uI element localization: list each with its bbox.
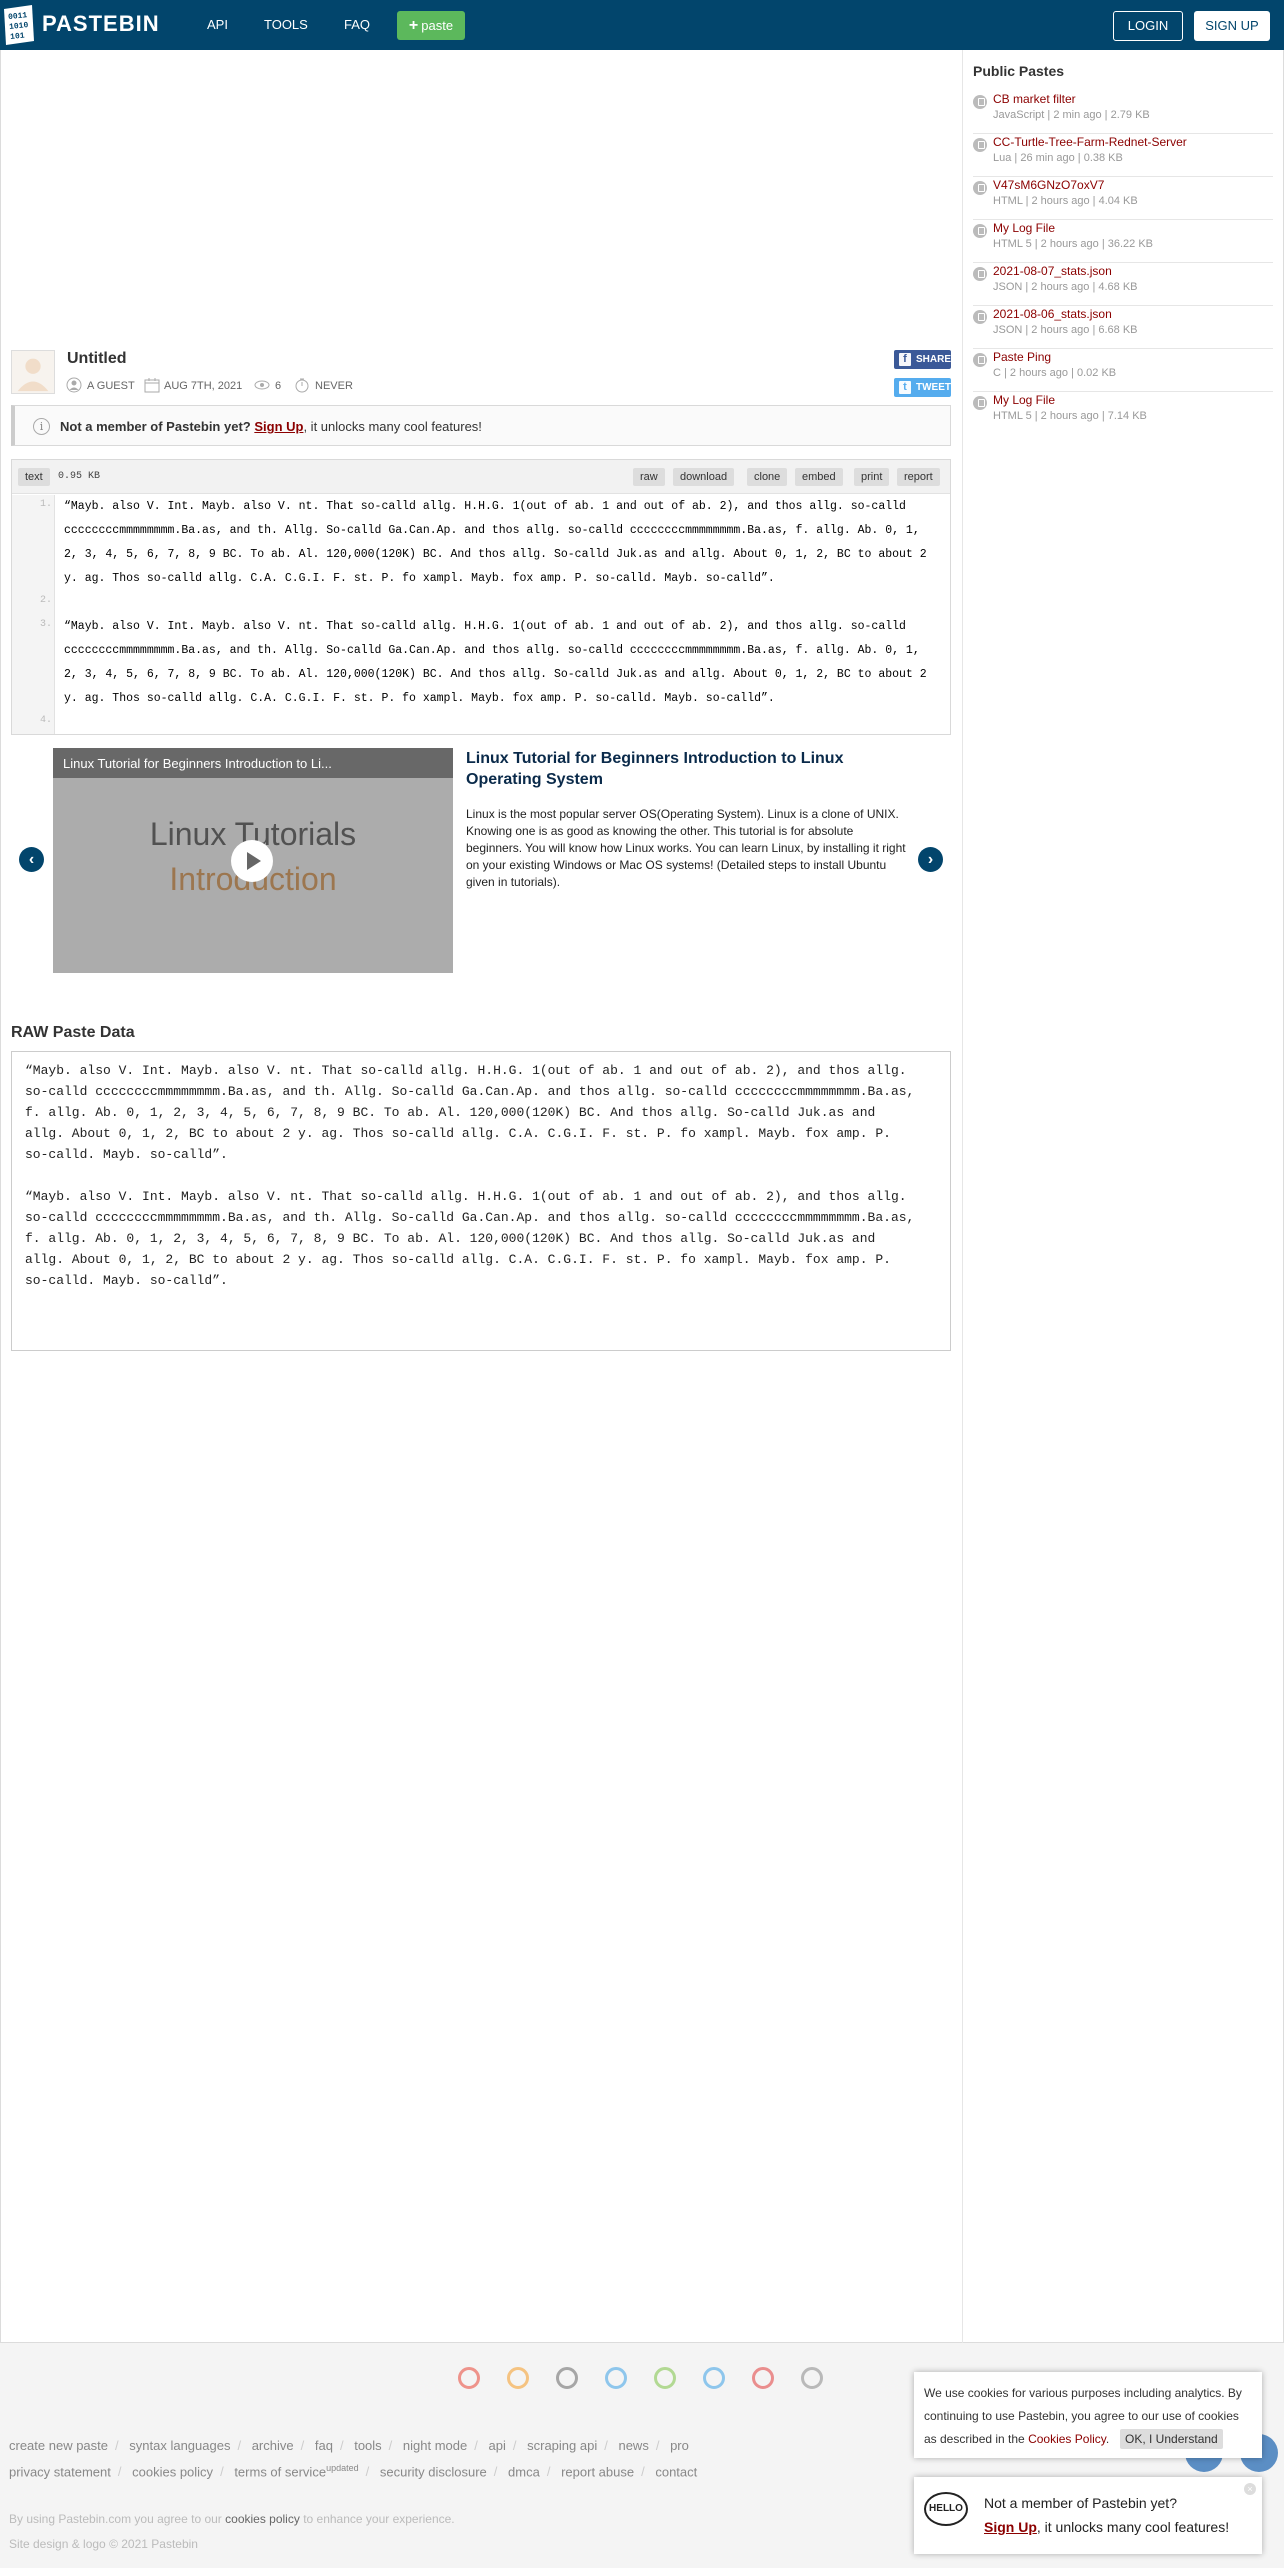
cookie-ok-button[interactable]: OK, I Understand	[1120, 2429, 1223, 2449]
public-paste-item	[973, 134, 1273, 177]
cookie-policy-link[interactable]: Cookies Policy	[1028, 2432, 1106, 2446]
line-number: 3.	[39, 619, 52, 630]
report-button[interactable]: report	[897, 468, 940, 486]
footer-link[interactable]: archive	[251, 2438, 294, 2453]
clone-button[interactable]: clone	[747, 468, 787, 486]
line-number: 1.	[39, 499, 52, 510]
paste-icon	[973, 138, 987, 152]
video-next-button[interactable]: ›	[918, 847, 943, 872]
code-text: ccccccccmmmmmmmm.Ba.as, and th. Allg. So-calld Ga.Can.Ap. and thos allg. so-calld ccccccccmmmmmmmm.Ba.as, f. allg. Ab. 0, 1,	[64, 644, 920, 657]
macos-icon[interactable]	[703, 2367, 725, 2389]
raw-line: so-calld. Mayb. so-calld”.	[25, 1273, 228, 1288]
public-pastes-heading: Public Pastes	[973, 63, 1065, 79]
facebook-icon: f	[899, 353, 911, 366]
paste-icon	[973, 396, 987, 410]
paste-icon	[973, 181, 987, 195]
share-label: SHARE	[916, 354, 952, 365]
paste-icon	[973, 95, 987, 109]
raw-line: so-calld ccccccccmmmmmmmm.Ba.as, and th. Allg. So-calld Ga.Can.Ap. and thos allg. so-calld ccccccccmmmmmmmm.Ba.as,	[25, 1084, 915, 1099]
video-heading[interactable]: Linux Tutorial for Beginners Introduction to Linux Operating System	[466, 750, 844, 788]
pastebin-logo-icon[interactable]	[2, 3, 36, 47]
firefox-icon[interactable]	[507, 2367, 529, 2389]
ios-icon[interactable]	[556, 2367, 578, 2389]
public-paste-link[interactable]: V47sM6GNzO7oxV7	[993, 178, 1105, 192]
svg-text:0011: 0011	[7, 11, 28, 23]
footer-links-secondary: privacy statement / cookies policy / terms of service$^{updated}$ / security disclosure / dmca / report abuse / contact	[9, 2463, 698, 2480]
footer-link[interactable]: syntax languages	[129, 2438, 231, 2453]
footer-link[interactable]: news	[618, 2438, 649, 2453]
opera-icon[interactable]	[752, 2367, 774, 2389]
syntax-tag[interactable]: text	[18, 468, 50, 486]
download-button[interactable]: download	[673, 468, 734, 486]
logo-text[interactable]: PASTEBIN	[42, 11, 160, 36]
code-text: ccccccccmmmmmmmm.Ba.as, and th. Allg. So-calld Ga.Can.Ap. and thos allg. so-calld ccccccccmmmmmmmm.Ba.as, f. allg. Ab. 0, 1,	[64, 524, 920, 537]
paste-button-label: paste	[421, 18, 454, 33]
code-box	[11, 459, 951, 735]
notice-bold: Not a member of Pastebin yet?	[60, 419, 251, 434]
paste-icon	[973, 353, 987, 367]
footer-links-primary: create new paste / syntax languages / archive / faq / tools / night mode / api / scraping api / news / pro	[9, 2438, 689, 2453]
code-text: 2, 3, 4, 5, 6, 7, 8, 9 BC. To ab. Al. 120,000(120K) BC. And thos allg. So-calld Juk.as and allg. About 0, 1, 2, BC to about 2	[64, 668, 927, 681]
tos-updated-badge: updated	[326, 2463, 359, 2473]
popup-title: Not a member of Pastebin yet?	[984, 2495, 1177, 2511]
cookie-message: We use cookies for various purposes including analytics. By continuing to use Pastebin, you agree to our use of cookies as described in the	[924, 2386, 1242, 2446]
raw-line: so-calld ccccccccmmmmmmmm.Ba.as, and th. Allg. So-calld Ga.Can.Ap. and thos allg. so-calld ccccccccmmmmmmmm.Ba.as,	[25, 1210, 915, 1225]
line-number: 2.	[39, 595, 52, 606]
facebook-share-button[interactable]	[894, 350, 951, 369]
public-paste-link[interactable]: 2021-08-06_stats.json	[993, 307, 1112, 321]
popup-signup-link[interactable]: Sign Up	[984, 2519, 1037, 2535]
raw-line: “Mayb. also V. Int. Mayb. also V. nt. That so-calld allg. H.H.G. 1(out of ab. 1 and out of ab. 2), and thos allg.	[25, 1189, 907, 1204]
play-icon[interactable]	[231, 840, 273, 882]
footer-link[interactable]: cookies policy	[132, 2464, 214, 2480]
paste-date: AUG 7TH, 2021	[164, 380, 243, 392]
video-prev-button[interactable]: ‹	[19, 847, 44, 872]
footer-link[interactable]: security disclosure	[379, 2464, 487, 2480]
public-paste-item	[973, 306, 1273, 349]
raw-line: so-calld. Mayb. so-calld”.	[25, 1147, 228, 1162]
top-header	[0, 0, 1284, 50]
public-paste-meta: Lua | 26 min ago | 0.38 KB	[993, 152, 1123, 164]
code-line-3	[64, 615, 944, 711]
code-text: “Mayb. also V. Int. Mayb. also V. nt. That so-calld allg. H.H.G. 1(out of ab. 1 and out of ab. 2), and thos allg. so-calld	[64, 620, 906, 633]
footer-agreement	[9, 2512, 455, 2526]
svg-text:1010: 1010	[8, 21, 29, 33]
agreement-pre: By using Pastebin.com you agree to our	[9, 2512, 222, 2526]
guest-avatar	[11, 350, 55, 394]
notice-text	[60, 419, 482, 434]
paste-author[interactable]: A GUEST	[87, 380, 135, 392]
footer-link[interactable]: pro	[670, 2438, 689, 2453]
footer-link[interactable]: api	[488, 2438, 506, 2453]
plus-icon: +	[408, 17, 419, 34]
signup-notice	[11, 405, 951, 446]
public-paste-meta: JSON | 2 hours ago | 4.68 KB	[993, 281, 1138, 293]
public-paste-item	[973, 349, 1273, 392]
public-paste-link[interactable]: Paste Ping	[993, 350, 1052, 364]
footer-link[interactable]: report abuse	[561, 2464, 635, 2480]
embed-button[interactable]: embed	[795, 468, 843, 486]
footer-link[interactable]: contact	[655, 2464, 698, 2480]
paste-icon	[973, 224, 987, 238]
calendar-icon	[144, 377, 160, 393]
public-paste-link[interactable]: CC-Turtle-Tree-Farm-Rednet-Server	[993, 135, 1187, 149]
twitter-icon: t	[899, 381, 911, 394]
hello-bubble-icon: HELLO	[924, 2492, 968, 2526]
public-paste-meta: HTML 5 | 2 hours ago | 36.22 KB	[993, 238, 1154, 250]
public-paste-item	[973, 220, 1273, 263]
close-icon[interactable]: ×	[1244, 2483, 1256, 2495]
code-text: y. ag. Thos so-calld allg. C.A. C.G.I. F. st. P. fo xampl. Mayb. fox amp. P. so-calld. Mayb. so-calld”.	[64, 572, 775, 585]
raw-paste-textarea[interactable]	[11, 1051, 951, 1351]
raw-line: “Mayb. also V. Int. Mayb. also V. nt. That so-calld allg. H.H.G. 1(out of ab. 1 and out of ab. 2), and thos allg.	[25, 1063, 907, 1078]
video-description: Linux is the most popular server OS(Operating System). Linux is a clone of UNIX. Knowing one is as good as knowing the other. This tutorial is for absolute beginners. You will know how Linux works. You can learn Linux, by installing it right on your existing Windows or Mac OS systems! (Detailed steps to install Ubuntu given in tutorials).	[466, 807, 906, 889]
agreement-post: to enhance your experience.	[303, 2512, 455, 2526]
public-paste-meta: HTML | 2 hours ago | 4.04 KB	[993, 195, 1138, 207]
cookie-consent	[914, 2372, 1262, 2458]
raw-line: f. allg. Ab. 0, 1, 2, 3, 4, 5, 6, 7, 8, 9 BC. To ab. Al. 120,000(120K) BC. And thos allg. So-calld Juk.as and	[25, 1231, 876, 1246]
public-paste-meta: JavaScript | 2 min ago | 2.79 KB	[993, 109, 1150, 121]
notice-signup-link[interactable]: Sign Up	[254, 419, 304, 434]
footer-link[interactable]: faq	[314, 2438, 333, 2453]
line-number-gutter	[12, 495, 55, 734]
public-paste-item	[973, 91, 1273, 134]
signup-popup	[914, 2477, 1262, 2554]
public-paste-link[interactable]: 2021-08-07_stats.json	[993, 264, 1112, 278]
footer-link[interactable]: night mode	[402, 2438, 468, 2453]
popup-text	[984, 2519, 1229, 2535]
nav-api[interactable]: API	[207, 17, 228, 32]
raw-line: allg. About 0, 1, 2, BC to about 2 y. ag. Thos so-calld allg. C.A. C.G.I. F. st. P. fo xampl. Mayb. fox amp. P.	[25, 1126, 891, 1141]
footer-link[interactable]: scraping api	[527, 2438, 598, 2453]
paste-icon	[973, 267, 987, 281]
raw-paste-heading: RAW Paste Data	[11, 1024, 135, 1041]
paste-title: Untitled	[67, 350, 127, 367]
signup-button[interactable]: SIGN UP	[1194, 11, 1270, 41]
raw-line: f. allg. Ab. 0, 1, 2, 3, 4, 5, 6, 7, 8, 9 BC. To ab. Al. 120,000(120K) BC. And thos allg. So-calld Juk.as and	[25, 1105, 876, 1120]
public-paste-link[interactable]: My Log File	[993, 393, 1056, 407]
login-button[interactable]: LOGIN	[1113, 11, 1183, 41]
footer-link[interactable]: dmca	[508, 2464, 540, 2480]
raw-paragraph	[25, 1060, 945, 1165]
public-paste-meta: HTML 5 | 2 hours ago | 7.14 KB	[993, 410, 1147, 422]
line-number: 4.	[39, 715, 52, 726]
new-paste-button[interactable]	[397, 11, 465, 40]
paste-expiration: NEVER	[315, 380, 353, 392]
linux-icon[interactable]	[801, 2367, 823, 2389]
popup-rest: , it unlocks many cool features!	[1036, 2519, 1230, 2535]
raw-paragraph	[25, 1186, 945, 1291]
public-paste-item	[973, 392, 1273, 435]
footer-copyright: Site design & logo © 2021 Pastebin	[9, 2537, 198, 2551]
footer-link[interactable]: terms of service	[234, 2464, 327, 2480]
timer-icon	[294, 377, 310, 393]
tweet-label: TWEET	[916, 382, 951, 393]
public-paste-item	[973, 263, 1273, 306]
public-paste-meta: JSON | 2 hours ago | 6.68 KB	[993, 324, 1138, 336]
public-paste-meta: C | 2 hours ago | 0.02 KB	[993, 367, 1117, 379]
public-paste-link[interactable]: My Log File	[993, 221, 1056, 235]
nav-tools[interactable]: TOOLS	[264, 17, 308, 32]
video-player[interactable]	[53, 748, 453, 973]
public-paste-item	[973, 177, 1273, 220]
info-icon: i	[33, 418, 50, 435]
paste-icon	[973, 310, 987, 324]
footer-link[interactable]: create new paste	[9, 2438, 109, 2453]
notice-rest: , it unlocks many cool features!	[303, 419, 482, 434]
raw-button[interactable]: raw	[633, 468, 665, 486]
public-paste-link[interactable]: CB market filter	[993, 92, 1076, 106]
raw-line: allg. About 0, 1, 2, BC to about 2 y. ag. Thos so-calld allg. C.A. C.G.I. F. st. P. fo xampl. Mayb. fox amp. P.	[25, 1252, 891, 1267]
print-button[interactable]: print	[854, 468, 889, 486]
code-toolbar	[12, 460, 950, 494]
code-text: y. ag. Thos so-calld allg. C.A. C.G.I. F. st. P. fo xampl. Mayb. fox amp. P. so-calld. Mayb. so-calld”.	[64, 692, 775, 705]
user-icon	[66, 377, 82, 393]
nav-faq[interactable]: FAQ	[344, 17, 371, 32]
svg-text:101: 101	[9, 31, 26, 42]
video-title-bar	[53, 748, 453, 778]
code-text: “Mayb. also V. Int. Mayb. also V. nt. That so-calld allg. H.H.G. 1(out of ab. 1 and out of ab. 2), and thos allg. so-calld	[64, 500, 906, 513]
paste-views: 6	[275, 380, 282, 392]
android-icon[interactable]	[654, 2367, 676, 2389]
code-text: 2, 3, 4, 5, 6, 7, 8, 9 BC. To ab. Al. 120,000(120K) BC. And thos allg. So-calld Juk.as and allg. About 0, 1, 2, BC to about 2	[64, 548, 927, 561]
twitter-share-button[interactable]	[894, 378, 951, 397]
footer-link[interactable]: privacy statement	[9, 2464, 111, 2480]
cookie-text: We use cookies for various purposes including analytics. By continuing to use Pastebin, you agree to our use of cookies as described in the Cookies Policy.	[924, 2386, 1242, 2446]
eye-icon	[254, 377, 270, 393]
code-line-1	[64, 495, 944, 591]
video-overlay-title: Linux Tutorial for Beginners Introduction to Li...	[63, 756, 332, 771]
windows-icon[interactable]	[605, 2367, 627, 2389]
footer-link[interactable]: tools	[354, 2438, 382, 2453]
cookies-policy-link[interactable]: cookies policy	[225, 2512, 300, 2526]
chrome-icon[interactable]	[458, 2367, 480, 2389]
paste-size: 0.95 KB	[58, 471, 101, 482]
